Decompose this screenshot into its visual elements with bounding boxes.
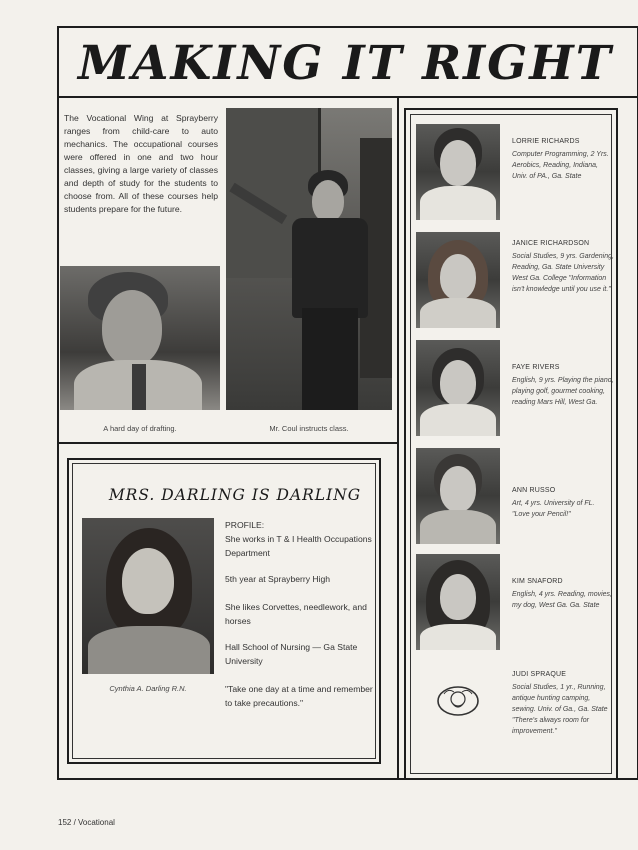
darling-caption: Cynthia A. Darling R.N. [109, 684, 187, 693]
faculty-bio: Social Studies, 1 yr., Running, antique hunting camping, sewing. Univ. of Ga., Ga. State "There's always room for improvement." [512, 684, 608, 735]
faculty-photo-russo [416, 448, 500, 544]
classroom-caption: Mr. Coul instructs class. [269, 424, 349, 433]
faculty-bio: Social Studies, 9 yrs. Gardening, Reading, Ga. State University West Ga. College "Information isn't knowledge until you use it." [512, 253, 614, 293]
profile-quote: "Take one day at a time and remember to take precautions." [225, 684, 373, 708]
profile-item: Hall School of Nursing — Ga State University [225, 642, 358, 666]
faculty-bio: English, 9 yrs. Playing the piano, playing golf, gourmet cooking, reading Mars Hill, West Ga. [512, 377, 614, 406]
drafting-caption: A hard day of drafting. [103, 424, 177, 433]
faculty-name: FAYE RIVERS [512, 364, 560, 371]
vertical-divider [397, 98, 399, 780]
faculty-photo-richardson [416, 232, 500, 328]
faculty-bio: Computer Programming, 2 Yrs. Aerobics, Reading, Indiana, Univ. of PA., Ga. State [512, 151, 609, 180]
profile-label: PROFILE: [225, 520, 265, 530]
drafting-photo [60, 266, 220, 410]
profile-item: She works in T & I Health Occupations Department [225, 534, 372, 558]
classroom-photo [226, 108, 392, 410]
darling-heading: MRS. DARLING IS DARLING [108, 486, 362, 504]
faculty-name: ANN RUSSO [512, 487, 556, 494]
faculty-photo-richards [416, 124, 500, 220]
faculty-name: JANICE RICHARDSON [512, 240, 590, 247]
faculty-bio: English, 4 yrs. Reading, movies, my dog, West Ga. Ga. State [512, 591, 612, 609]
faculty-name: LORRIE RICHARDS [512, 138, 580, 145]
faculty-bio: Art, 4 yrs. University of FL. "Love your Pencil!" [512, 500, 595, 518]
profile-item: 5th year at Sprayberry High [225, 574, 331, 584]
intro-paragraph: The Vocational Wing at Sprayberry ranges from child-care to auto mechanics. The occupational courses were offered in one and two hour classes, giving a large variety of classes and depth of study for the students to choose from. All of these courses help students prepare for the future. [64, 113, 218, 214]
faculty-photo-snaford [416, 554, 500, 650]
page-footer: 152 / Vocational [58, 818, 115, 827]
profile-item: She likes Corvettes, needlework, and horses [225, 602, 367, 626]
faculty-name: JUDI SPRAQUE [512, 671, 567, 678]
horizontal-divider [57, 442, 399, 444]
smiley-cartoon-icon [436, 684, 480, 718]
darling-portrait [82, 518, 214, 674]
faculty-name: KIM SNAFORD [512, 578, 563, 585]
faculty-photo-rivers [416, 340, 500, 436]
page-title: MAKING IT RIGHT [78, 36, 613, 91]
